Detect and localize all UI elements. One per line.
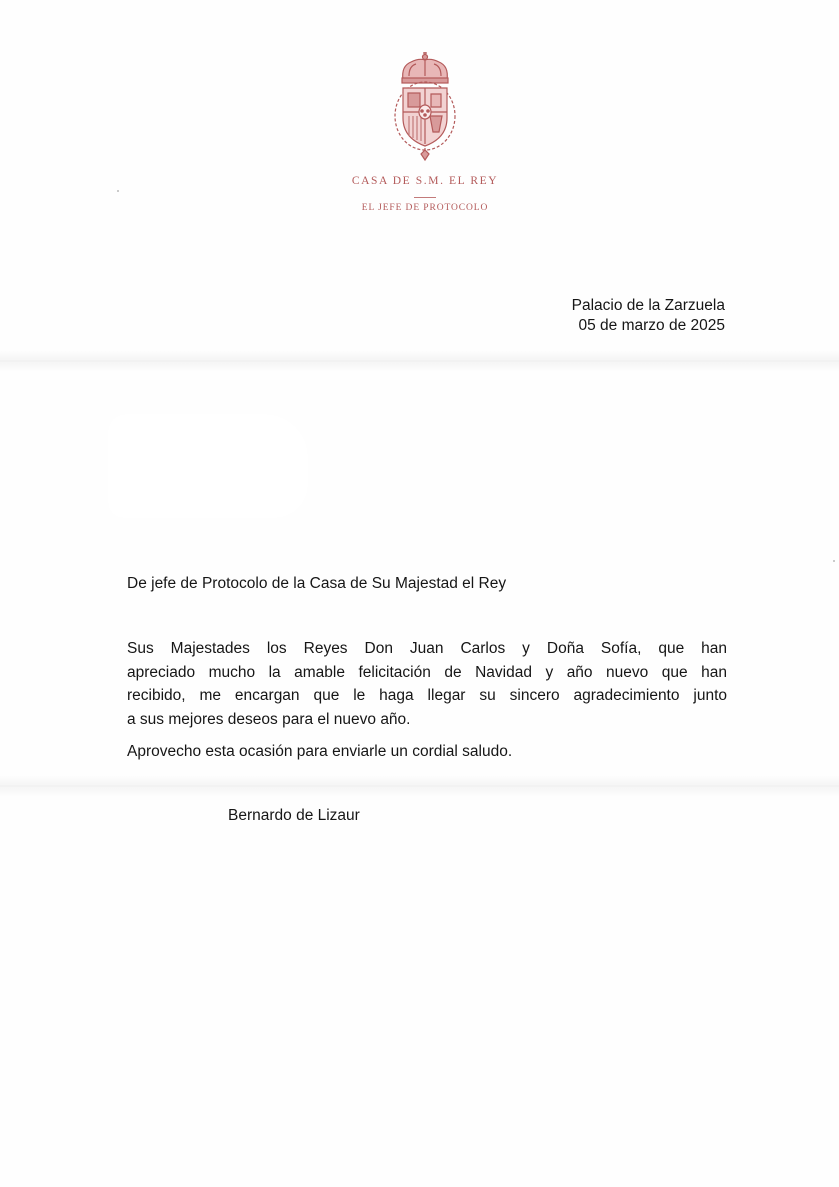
letter-signature: Bernardo de Lizaur (228, 807, 360, 824)
paper-speck (833, 560, 835, 562)
letterhead-house: CASA DE S.M. EL REY (351, 175, 499, 187)
place-date-block (480, 296, 725, 336)
letter-place: Palacio de la Zarzuela (571, 297, 725, 314)
letterhead-divider (414, 197, 436, 198)
paper-speck (117, 190, 119, 192)
letter-date: 05 de marzo de 2025 (578, 317, 725, 334)
letterhead-department: EL JEFE DE PROTOCOLO (361, 203, 489, 213)
body-line: recibido, me encargan que le haga llegar su sincero agradecimiento junto (127, 687, 727, 704)
paper-fold (0, 775, 839, 797)
letter-subject: De jefe de Protocolo de la Casa de Su Majestad el Rey (127, 575, 507, 592)
redacted-recipient-area (112, 418, 304, 514)
letter-closing: Aprovecho esta ocasión para enviarle un cordial saludo. (127, 743, 513, 760)
paper-fold (0, 350, 839, 372)
body-line: a sus mejores deseos para el nuevo año. (127, 710, 411, 728)
royal-coat-of-arms-icon (389, 52, 461, 164)
body-line: Sus Majestades los Reyes Don Juan Carlos y Doña Sofía, que han (127, 640, 727, 657)
letter-body-paragraph (127, 637, 727, 731)
body-line: apreciado mucho la amable felicitación de Navidad y año nuevo que han (127, 663, 727, 681)
